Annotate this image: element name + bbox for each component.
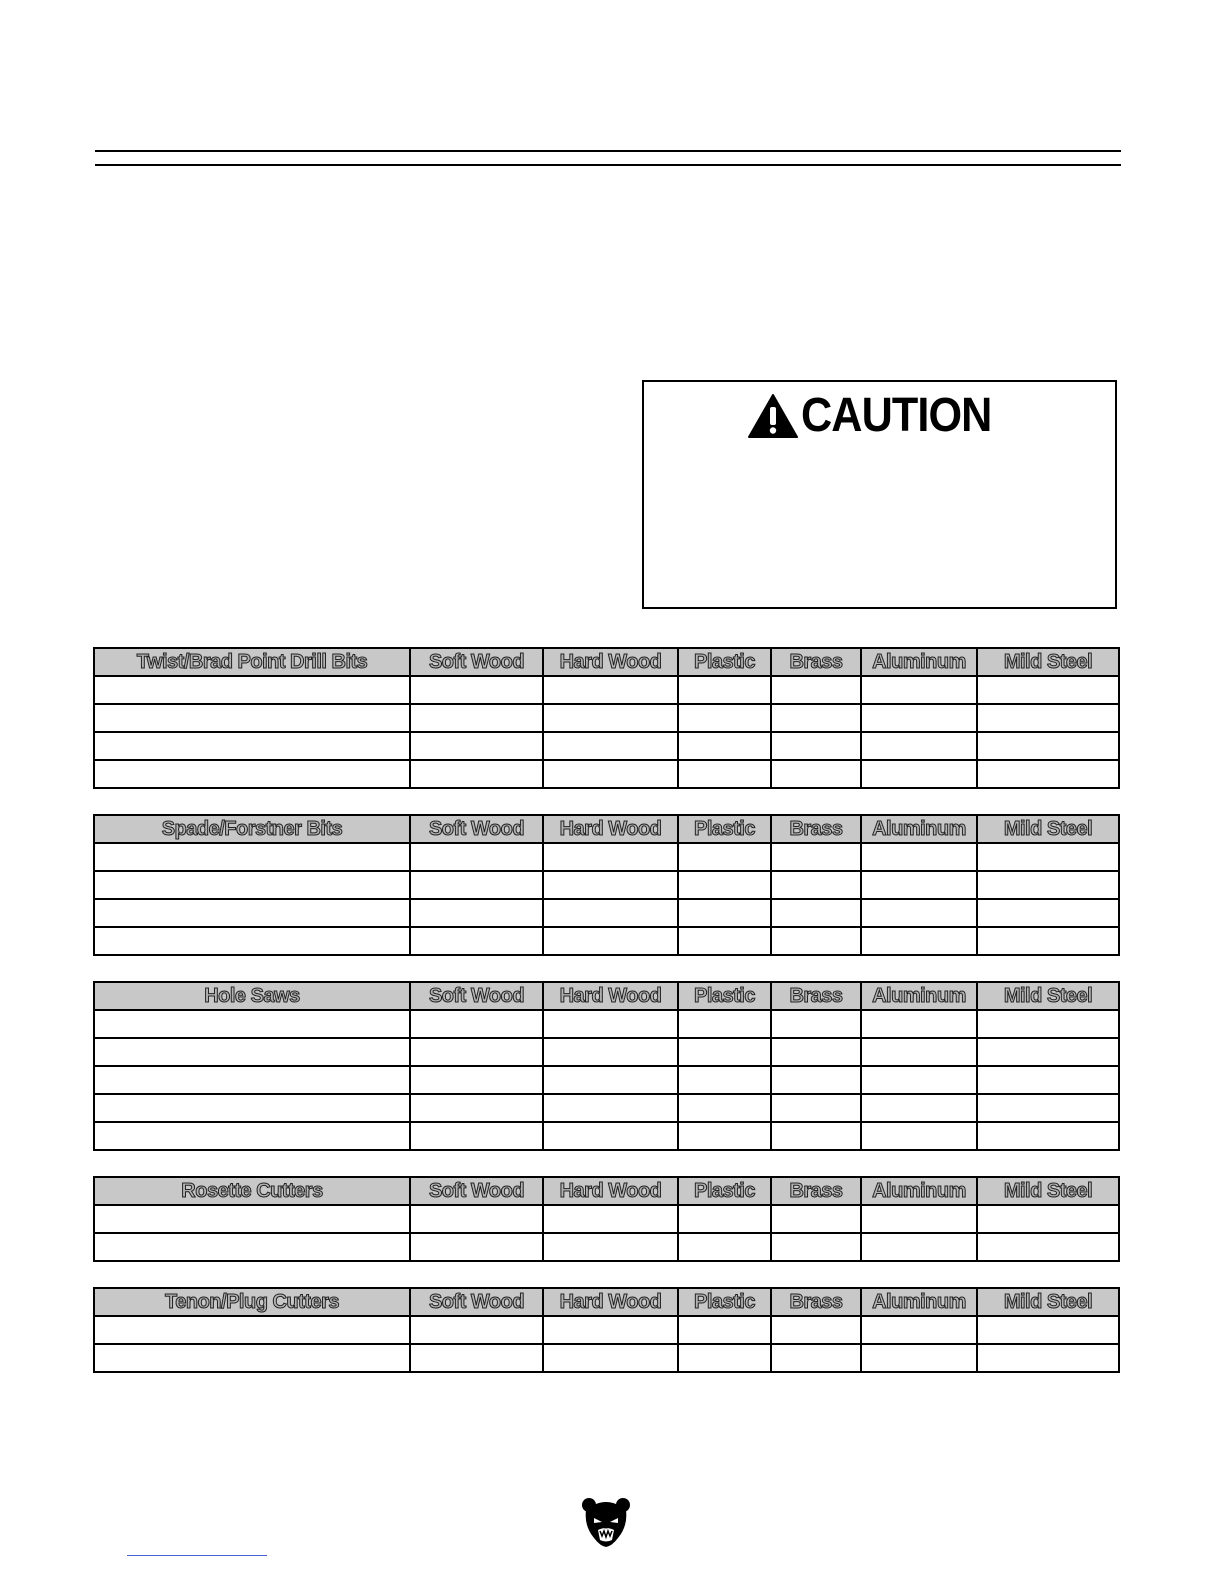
not-applicable-cell — [977, 871, 1119, 899]
table-row — [94, 732, 1119, 760]
not-applicable-cell — [771, 843, 861, 871]
col-hard-wood: Hard Wood — [543, 982, 678, 1010]
col-plastic: Plastic — [678, 982, 771, 1010]
not-applicable-cell — [771, 1233, 861, 1261]
not-applicable-cell — [678, 1316, 771, 1344]
not-applicable-cell — [977, 899, 1119, 927]
not-applicable-cell — [977, 1233, 1119, 1261]
not-applicable-cell — [771, 1344, 861, 1372]
col-soft-wood: Soft Wood — [410, 982, 543, 1010]
footer-link-underline[interactable] — [127, 1555, 267, 1556]
col-soft-wood: Soft Wood — [410, 815, 543, 843]
col-plastic: Plastic — [678, 1288, 771, 1316]
col-plastic: Plastic — [678, 648, 771, 676]
col-mild-steel: Mild Steel — [977, 815, 1119, 843]
not-applicable-cell — [977, 1316, 1119, 1344]
col-mild-steel: Mild Steel — [977, 982, 1119, 1010]
col-soft-wood: Soft Wood — [410, 1288, 543, 1316]
not-applicable-cell — [977, 843, 1119, 871]
not-applicable-cell — [977, 1344, 1119, 1372]
not-applicable-cell — [861, 871, 977, 899]
not-applicable-cell — [678, 899, 771, 927]
col-aluminum: Aluminum — [861, 648, 977, 676]
table-title: Twist/Brad Point Drill Bits — [94, 648, 410, 676]
not-applicable-cell — [861, 927, 977, 955]
header-rule-top — [95, 150, 1121, 152]
not-applicable-cell — [678, 1233, 771, 1261]
table-row — [94, 1066, 1119, 1094]
table-title: Hole Saws — [94, 982, 410, 1010]
col-aluminum: Aluminum — [861, 815, 977, 843]
table-row — [94, 1205, 1119, 1233]
not-applicable-cell — [678, 1344, 771, 1372]
not-applicable-cell — [861, 1316, 977, 1344]
caution-title: CAUTION — [800, 389, 992, 442]
col-brass: Brass — [771, 1177, 861, 1205]
table-row — [94, 899, 1119, 927]
twist-drill-bits-table — [93, 647, 1120, 789]
col-hard-wood: Hard Wood — [543, 1288, 678, 1316]
table-row — [94, 1344, 1119, 1372]
col-hard-wood: Hard Wood — [543, 1177, 678, 1205]
col-hard-wood: Hard Wood — [543, 815, 678, 843]
bear-head-logo-icon — [580, 1496, 632, 1548]
table-row — [94, 760, 1119, 788]
not-applicable-cell — [678, 871, 771, 899]
table-row — [94, 1233, 1119, 1261]
not-applicable-cell — [977, 1205, 1119, 1233]
not-applicable-cell — [771, 927, 861, 955]
table-title: Tenon/Plug Cutters — [94, 1288, 410, 1316]
col-plastic: Plastic — [678, 815, 771, 843]
col-mild-steel: Mild Steel — [977, 648, 1119, 676]
table-row — [94, 1010, 1119, 1038]
caution-box — [642, 380, 1117, 609]
caution-header — [644, 389, 1115, 442]
not-applicable-cell — [977, 927, 1119, 955]
col-mild-steel: Mild Steel — [977, 1288, 1119, 1316]
col-mild-steel: Mild Steel — [977, 1177, 1119, 1205]
table-row — [94, 1038, 1119, 1066]
not-applicable-cell — [861, 1205, 977, 1233]
col-aluminum: Aluminum — [861, 1288, 977, 1316]
col-aluminum: Aluminum — [861, 1177, 977, 1205]
not-applicable-cell — [678, 927, 771, 955]
col-soft-wood: Soft Wood — [410, 648, 543, 676]
spade-forstner-bits-table — [93, 814, 1120, 956]
not-applicable-cell — [771, 1205, 861, 1233]
table-row — [94, 927, 1119, 955]
col-plastic: Plastic — [678, 1177, 771, 1205]
col-aluminum: Aluminum — [861, 982, 977, 1010]
table-row — [94, 1316, 1119, 1344]
not-applicable-cell — [861, 843, 977, 871]
not-applicable-cell — [771, 871, 861, 899]
table-row — [94, 676, 1119, 704]
table-row — [94, 704, 1119, 732]
table-row — [94, 1122, 1119, 1150]
table-title: Spade/Forstner Bits — [94, 815, 410, 843]
not-applicable-cell — [861, 1344, 977, 1372]
col-soft-wood: Soft Wood — [410, 1177, 543, 1205]
col-brass: Brass — [771, 1288, 861, 1316]
header-rule-bottom — [95, 164, 1121, 166]
col-brass: Brass — [771, 815, 861, 843]
table-row — [94, 843, 1119, 871]
not-applicable-cell — [771, 1316, 861, 1344]
col-brass: Brass — [771, 982, 861, 1010]
col-brass: Brass — [771, 648, 861, 676]
table-row — [94, 1094, 1119, 1122]
table-title: Rosette Cutters — [94, 1177, 410, 1205]
col-hard-wood: Hard Wood — [543, 648, 678, 676]
not-applicable-cell — [861, 899, 977, 927]
table-row — [94, 871, 1119, 899]
not-applicable-cell — [678, 843, 771, 871]
not-applicable-cell — [678, 1205, 771, 1233]
rosette-cutters-table — [93, 1176, 1120, 1262]
not-applicable-cell — [861, 1233, 977, 1261]
hole-saws-table — [93, 981, 1120, 1151]
tenon-plug-cutters-table — [93, 1287, 1120, 1373]
warning-triangle-icon — [747, 393, 799, 439]
not-applicable-cell — [771, 899, 861, 927]
